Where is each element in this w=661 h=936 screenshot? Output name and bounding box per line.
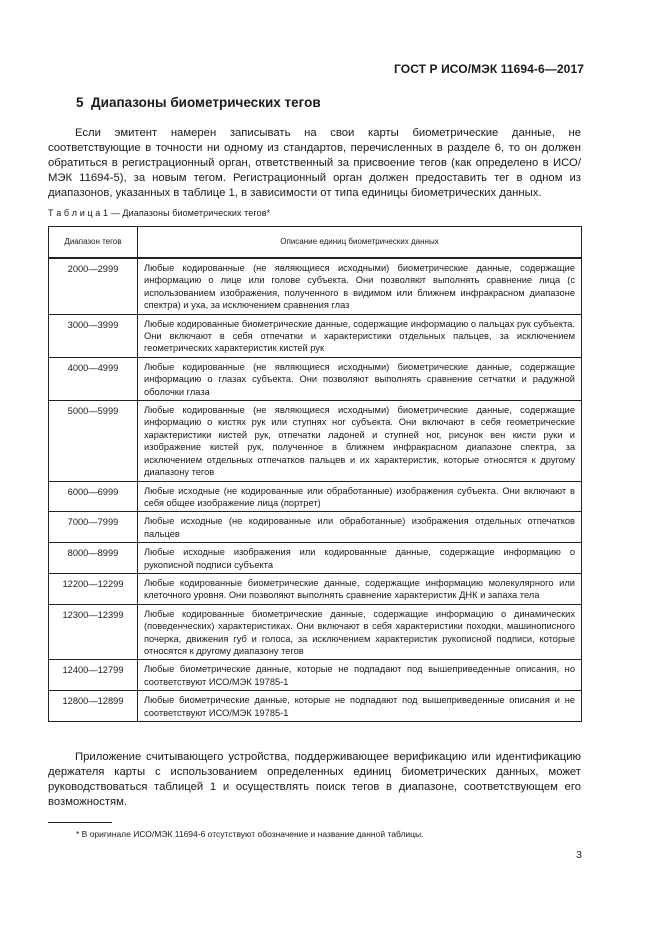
header-range: Диапазон тегов [49,227,138,259]
tag-description: Любые кодированные биометрические данные, содержащие информацию о динамических (поведенческих) характеристиках. Они включают в себя характеристики походки, машинописного почерка, движения губ и голоса, за исключением характеристик рукописной подписи, которые относятся к другому диапазону тегов [138,604,582,660]
tag-range: 12400—12799 [49,660,138,691]
table-row [49,512,582,543]
tag-range: 7000—7999 [49,512,138,543]
tag-description: Любые кодированные (не являющиеся исходными) биометрические данные, содержащие информацию о глазах субъекта. Они позволяют выполнять сравнение сетчатки и радужной оболочки глаза [138,357,582,400]
table-body [49,258,582,722]
tag-description: Любые биометрические данные, которые не подпадают под вышеприведенные описания, но соответствуют ИСО/МЭК 19785-1 [138,660,582,691]
section-heading [76,95,321,110]
table-row [49,691,582,722]
table-row [49,481,582,512]
page-number: 3 [576,849,582,861]
section-number: 5 [76,95,84,110]
footnote: * В оригинале ИСО/МЭК 11694-6 отсутствуют обозначение и название данной таблицы. [76,829,424,839]
table-caption: Т а б л и ц а 1 — Диапазоны биометрических тегов* [48,208,271,218]
table-row [49,543,582,574]
intro-paragraph: Если эмитент намерен записывать на свои карты биометрические данные, не соответствующие в точности ни одному из стандартов, перечисленных в разделе 6, то он должен обратиться в регистрационный орган, ответственный за присвоение тегов (как определено в ИСО/МЭК 11694-5), за новым тегом. Регистрационный орган должен предоставить тег в одном из диапазонов, указанных в таблице 1, в зависимости от типа единицы биометрических данных. [48,127,581,199]
tag-range: 4000—4999 [49,357,138,400]
tag-description: Любые кодированные биометрические данные, содержащие информацию о пальцах рук субъекта. Они включают в себя отпечатки и характеристики отдельных пальцев, за исключением геометрических характеристик кистей рук [138,314,582,357]
tag-range: 8000—8999 [49,543,138,574]
tag-range: 12300—12399 [49,604,138,660]
tag-description: Любые исходные (не кодированные или обработанные) изображения отдельных отпечатков пальцев [138,512,582,543]
closing-paragraph: Приложение считывающего устройства, поддерживающее верификацию или идентификацию держателя карты с использованием определенных единиц биометрических данных, может руководствоваться таблицей 1 и осуществлять поиск тегов в диапазоне, соответствующем его возможностям. [48,751,581,808]
table-row [49,357,582,400]
tag-description: Любые биометрические данные, которые не подпадают под вышеприведенные описания и не соответствуют ИСО/МЭК 19785-1 [138,691,582,722]
table-header-row [49,227,582,259]
tag-range: 6000—6999 [49,481,138,512]
table-row [49,573,582,604]
table-row [49,660,582,691]
document-code: ГОСТ Р ИСО/МЭК 11694-6—2017 [394,62,584,76]
tag-description: Любые кодированные биометрические данные, содержащие информацию молекулярного или клеточного уровня. Они позволяют выполнять сравнение характеристик ДНК и запаха тела [138,573,582,604]
tag-range: 2000—2999 [49,258,138,314]
footnote-divider [48,822,112,823]
tag-range: 5000—5999 [49,401,138,481]
table-row [49,401,582,481]
table-row [49,604,582,660]
table-row [49,258,582,314]
header-description: Описание единиц биометрических данных [138,227,582,259]
tag-description: Любые исходные изображения или кодированные данные, содержащие информацию о рукописной подписи субъекта [138,543,582,574]
tag-ranges-table [48,226,582,722]
tag-range: 12200—12299 [49,573,138,604]
tag-description: Любые исходные (не кодированные или обработанные) изображения субъекта. Они включают в себя общее изображение лица (портрет) [138,481,582,512]
section-title: Диапазоны биометрических тегов [91,95,321,110]
tag-range: 3000—3999 [49,314,138,357]
table-row [49,314,582,357]
tag-description: Любые кодированные (не являющиеся исходными) биометрические данные, содержащие информацию о кистях рук или ступнях ног субъекта. Они включают в себя геометрические характеристики кистей рук, отпечатки ладоней и ступней ног, рисунок вен кисти руки и изображение кистей рук, полученное в ближнем инфракрасном диапазоне спектра, за исключением отдельных отпечатков пальцев и их характеристик, которые относятся к другому диапазону тегов [138,401,582,481]
tag-range: 12800—12899 [49,691,138,722]
tag-description: Любые кодированные (не являющиеся исходными) биометрические данные, содержащие информацию о лице или голове субъекта. Они позволяют выполнять сравнение лица (с использованием изображения, полученного в видимом или ближнем инфракрасном диапазоне спектра) и уха, за исключением сравнения глаз [138,258,582,314]
